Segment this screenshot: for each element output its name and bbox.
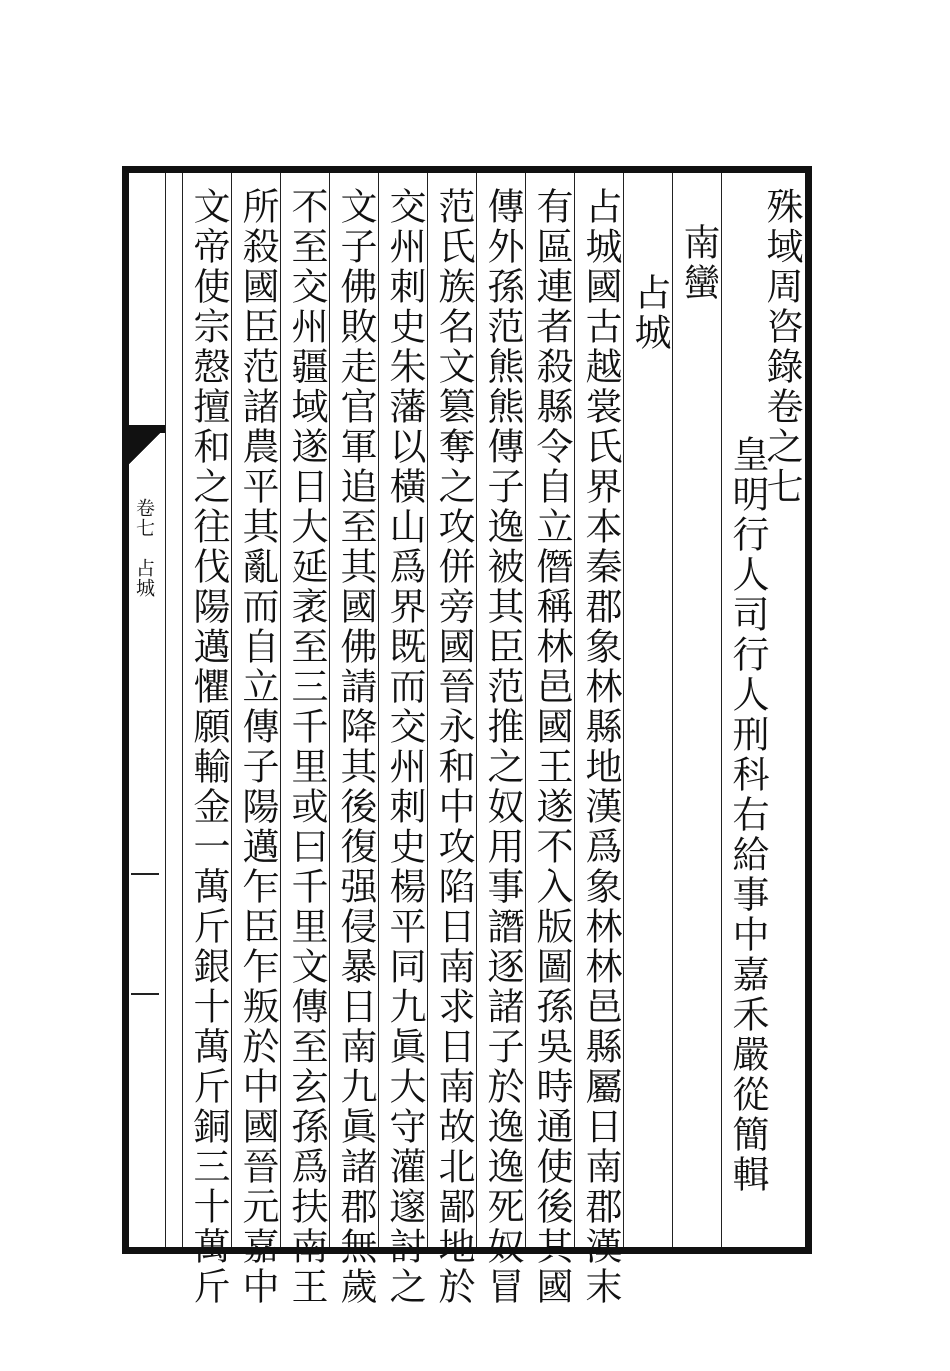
column-rule bbox=[280, 173, 281, 1247]
text-column-5: 交州刺史朱藩以橫山爲界既而交州刺史楊平同九眞大守灌邃討之 bbox=[383, 187, 426, 1307]
column-rule bbox=[574, 173, 575, 1247]
gutter-tick bbox=[131, 993, 159, 995]
column-rule bbox=[476, 173, 477, 1247]
column-rule bbox=[623, 173, 624, 1247]
column-rule bbox=[672, 173, 673, 1247]
text-column-7: 不至交州疆域遂日大延袤至三千里或曰千里文傳至玄孫爲扶南王 bbox=[285, 187, 328, 1307]
subsection-heading: 占城 bbox=[628, 273, 671, 353]
fish-tail-mark bbox=[129, 428, 165, 464]
column-rule bbox=[329, 173, 330, 1247]
page-frame bbox=[122, 166, 812, 1307]
text-column-2: 有區連者殺縣令自立僭稱林邑國王遂不入版圖孫吳時通使後其國 bbox=[530, 187, 573, 1307]
column-rule bbox=[231, 173, 232, 1247]
column-rule bbox=[378, 173, 379, 1247]
gutter-rule bbox=[165, 173, 166, 1247]
column-rule bbox=[427, 173, 428, 1247]
gutter-tick bbox=[131, 873, 159, 875]
section-heading: 南蠻 bbox=[677, 223, 720, 303]
gutter-label: 卷七 占城 bbox=[133, 498, 155, 598]
text-column-6: 文子佛敗走官軍追至其國佛請降其後復强侵暴日南九眞諸郡無歲 bbox=[334, 187, 377, 1307]
page-gutter bbox=[129, 173, 165, 1247]
author-line: 皇明行人司行人刑科右給事中嘉禾嚴從簡輯 bbox=[726, 435, 769, 1195]
text-column-4: 范氏族名文篡奪之攻併旁國晉永和中攻陷日南求日南故北鄙地於 bbox=[432, 187, 475, 1307]
column-rule bbox=[182, 173, 183, 1247]
column-rule bbox=[721, 173, 722, 1247]
text-column-9: 文帝使宗慤擅和之往伐陽邁懼願輸金一萬斤銀十萬斤銅三十萬斤 bbox=[187, 187, 230, 1307]
column-rule bbox=[525, 173, 526, 1247]
text-column-3: 傳外孫范熊熊傳子逸被其臣范推之奴用事譖逐諸子於逸逸死奴冒 bbox=[481, 187, 524, 1307]
text-column-1: 占城國古越裳氏界本秦郡象林縣地漢爲象林林邑縣屬日南郡漢末 bbox=[579, 187, 622, 1307]
text-column-8: 所殺國臣范諸農平其亂而自立傳子陽邁乍臣乍叛於中國晉元嘉中 bbox=[236, 187, 279, 1307]
book-title: 殊域周咨錄卷之七 bbox=[760, 187, 803, 507]
